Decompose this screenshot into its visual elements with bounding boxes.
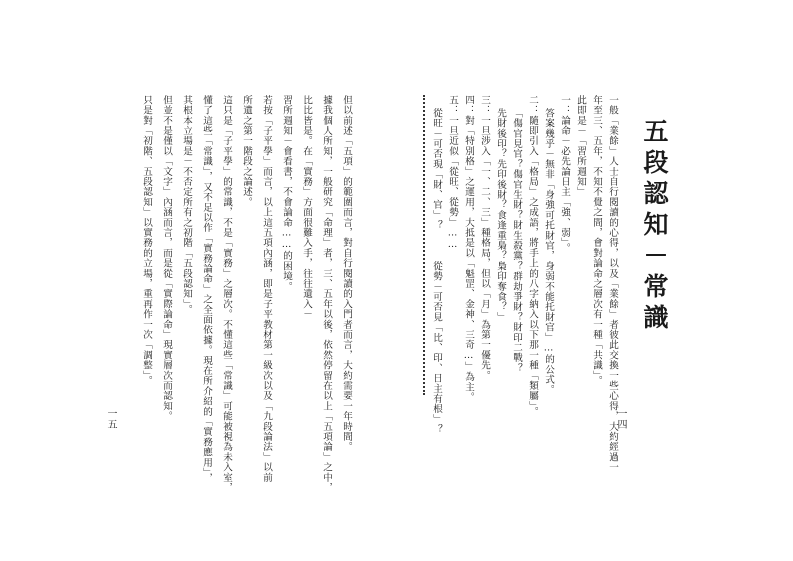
left-line-5: 若按「子平學」而言，以上這五項內涵，即是子平教材第一級次以及「九段論法」以前	[261, 95, 272, 483]
left-line-10: 但並不是僅以「文字」內涵而言，而是從「實際論命」現實層次而認知。	[161, 95, 172, 422]
right-line-8: 先財後印？先印後財？食逢重梟？梟印奪食？」	[495, 108, 506, 323]
left-line-3: 比比皆是。在「實務」方面很難入手，往往遺入－	[301, 95, 312, 320]
right-page-number: 一四	[615, 408, 626, 430]
chapter-title: 五段認知－常識	[640, 118, 669, 335]
left-line-9: 其根本立場是－不否定所有之初階「五段認知」。	[181, 95, 192, 315]
right-line-3: 此即是－「習所週知」	[575, 95, 586, 197]
left-page-number: 一五	[105, 408, 116, 430]
right-line-2: 年至三、五年，不知不覺之間，會對論命之層次有一種「共識」。	[591, 95, 602, 386]
left-line-8: 懂了這些「常識」，又不足以作「實務論命」之全面依據。現在所介紹的「實務應用」，	[201, 95, 212, 484]
right-line-10: 四：對「特別格」之運用，大抵是以「魁罡、金神、三奇…」為主。	[463, 95, 474, 403]
right-line-1: 一般「業餘」人士自行閱讀的心得，以及「業餘」者彼此交換一些心得，大約經過一	[607, 95, 618, 473]
right-line-7: 「傷官見官？傷官生財？財生殺黨？群劫爭財？財印二戰？	[511, 108, 522, 374]
left-line-6: 所遺之第一階段之論述。	[241, 95, 252, 208]
right-line-9: 三：一旦涉入「一、二、三」種格局，但以「月」為第一優先。	[479, 95, 490, 381]
right-line-5: 答案幾乎－無非「身強可托財官，身弱不能托財官」…的公式。	[543, 108, 554, 395]
left-line-7: 這只是「子平學」的常識，不是「實務」之層次。不懂這些「常識」可能被視為未入室，	[221, 95, 232, 493]
left-line-1: 但以前述「五項」的範圍而言，對自行閱讀的入門者而言，大約需要一年時間。	[341, 95, 352, 452]
right-line-6: 二：隨即引入「格局」之成語，將手上的八字納入以下那一種「類屬」。	[527, 95, 538, 417]
dotted-separator	[423, 95, 428, 395]
left-line-4: 習所週知－會看書，不會論命……的困境。	[281, 95, 292, 292]
left-line-11: 只是對「初階、五段認知」以實務的立場，重再作一次「調整」。	[141, 95, 152, 386]
right-line-12: 從旺－可否現「財、官」？ 從勢－可否見「比、印、日主有根」？	[431, 108, 442, 435]
right-line-4: 一：論命－必先論日主「強、弱」。	[559, 95, 570, 254]
left-line-2: 據我個人所知，一般研究「命理」者，三、五年以後，依然停留在以上「五項論」之中，	[321, 95, 332, 493]
right-line-11: 五：一旦近似「從旺、從勢」……	[447, 95, 458, 251]
